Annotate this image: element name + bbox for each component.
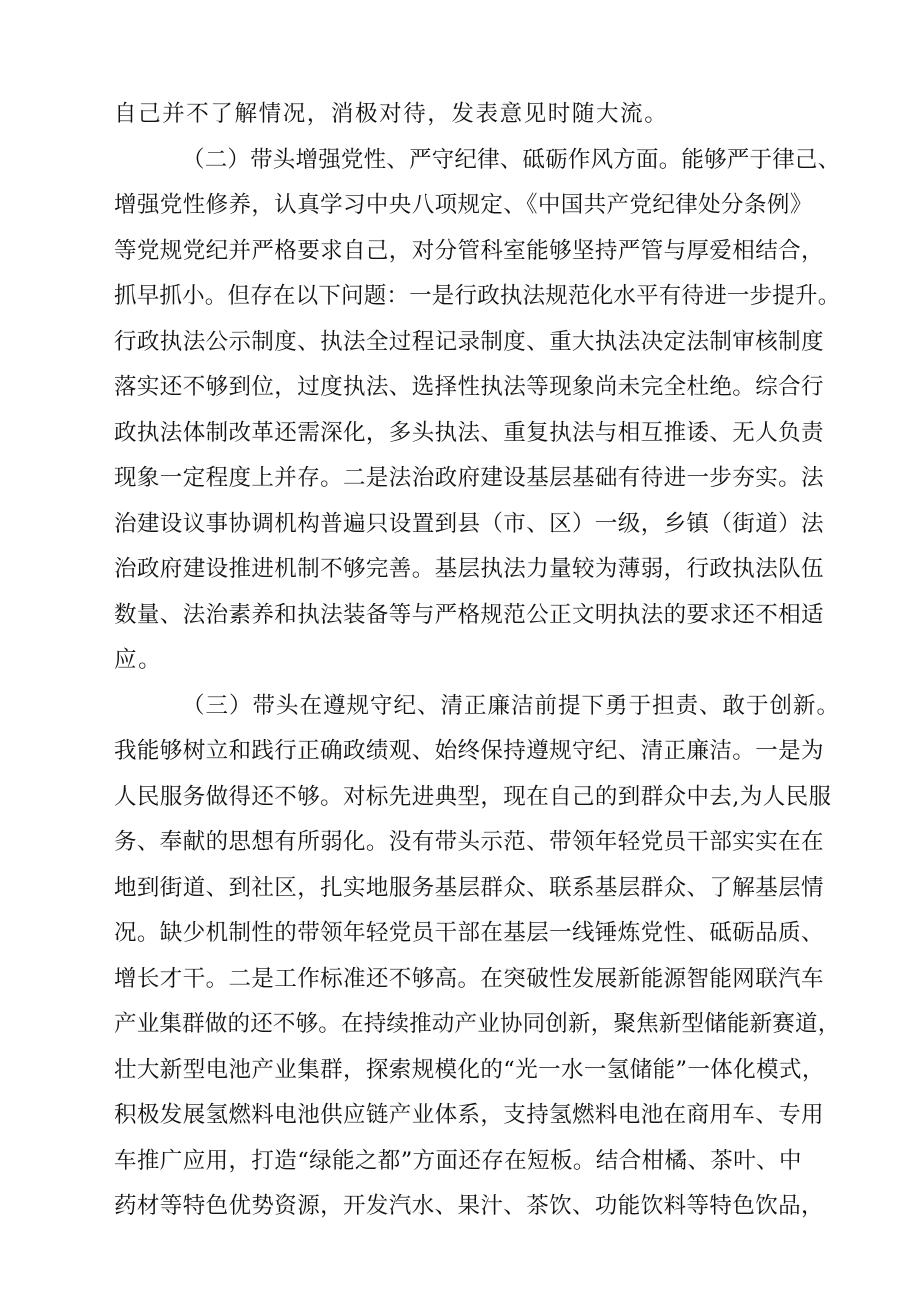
document-body [114, 92, 844, 1230]
section-heading-3: （三）带头在遵规守纪、清正廉洁前提下勇于担责、敢于创新。 [182, 692, 841, 719]
text-line: 况。缺少机制性的带领年轻党员干部在基层一线锤炼党性、砥砺品质、 [114, 920, 824, 946]
text-line: 应。 [114, 647, 163, 673]
text-line: 我能够树立和践行正确政绩观、始终保持遵规守纪、清正廉洁。一是为 [114, 738, 824, 764]
text-line: 人民服务做得还不够。对标先进典型，现在自己的到群众中去,为人民服 [114, 783, 832, 810]
text-line: 地到街道、到社区，扎实地服务基层群众、联系基层群众、了解基层情 [114, 874, 824, 901]
text-line: 壮大新型电池产业集群，探索规模化的“光一水一氢储能”一体化模式， [114, 1056, 825, 1083]
text-line: 抓早抓小。但存在以下问题：一是行政执法规范化水平有待进一步提升。 [114, 283, 841, 309]
section-heading-2: （二）带头增强党性、严守纪律、砥砺作风方面。能够严于律己、 [182, 146, 841, 173]
text-line: 治政府建设推进机制不够完善。基层执法力量较为薄弱，行政执法队伍 [114, 556, 824, 582]
text-line: 数量、法治素养和执法装备等与严格规范公正文明执法的要求还不相适 [114, 601, 824, 628]
text-line: 政执法体制改革还需深化，多头执法、重复执法与相互推诿、无人负责 [114, 419, 824, 446]
text-line: 落实还不够到位，过度执法、选择性执法等现象尚未完全杜绝。综合行 [114, 374, 824, 400]
text-line: 增长才干。二是工作标准还不够高。在突破性发展新能源智能网联汽车 [114, 965, 824, 992]
text-line: 自己并不了解情况，消极对待，发表意见时随大流。 [114, 101, 669, 127]
text-line: 增强党性修养，认真学习中央八项规定、《中国共产党纪律处分条例》 [114, 192, 813, 218]
text-line: 产业集群做的还不够。在持续推动产业协同创新，聚焦新型储能新赛道， [114, 1011, 841, 1037]
text-line: 车推广应用，打造“绿能之都”方面还存在短板。结合柑橘、茶叶、中 [114, 1147, 802, 1174]
text-line: 积极发展氢燃料电池供应链产业体系，支持氢燃料电池在商用车、专用 [114, 1102, 824, 1128]
text-line: 药材等特色优势资源，开发汽水、果汁、茶饮、功能饮料等特色饮品， [114, 1193, 824, 1219]
text-line: 务、奉献的思想有所弱化。没有带头示范、带领年轻党员干部实实在在 [114, 829, 824, 855]
text-line: 等党规党纪并严格要求自己，对分管科室能够坚持严管与厚爱相结合， [114, 237, 824, 264]
text-line: 现象一定程度上并存。二是法治政府建设基层基础有待进一步夯实。法 [114, 465, 824, 491]
text-line: 治建设议事协调机构普遍只设置到县（市、区）一级，乡镇（街道）法 [114, 510, 824, 537]
text-line: 行政执法公示制度、执法全过程记录制度、重大执法决定法制审核制度 [114, 328, 824, 355]
